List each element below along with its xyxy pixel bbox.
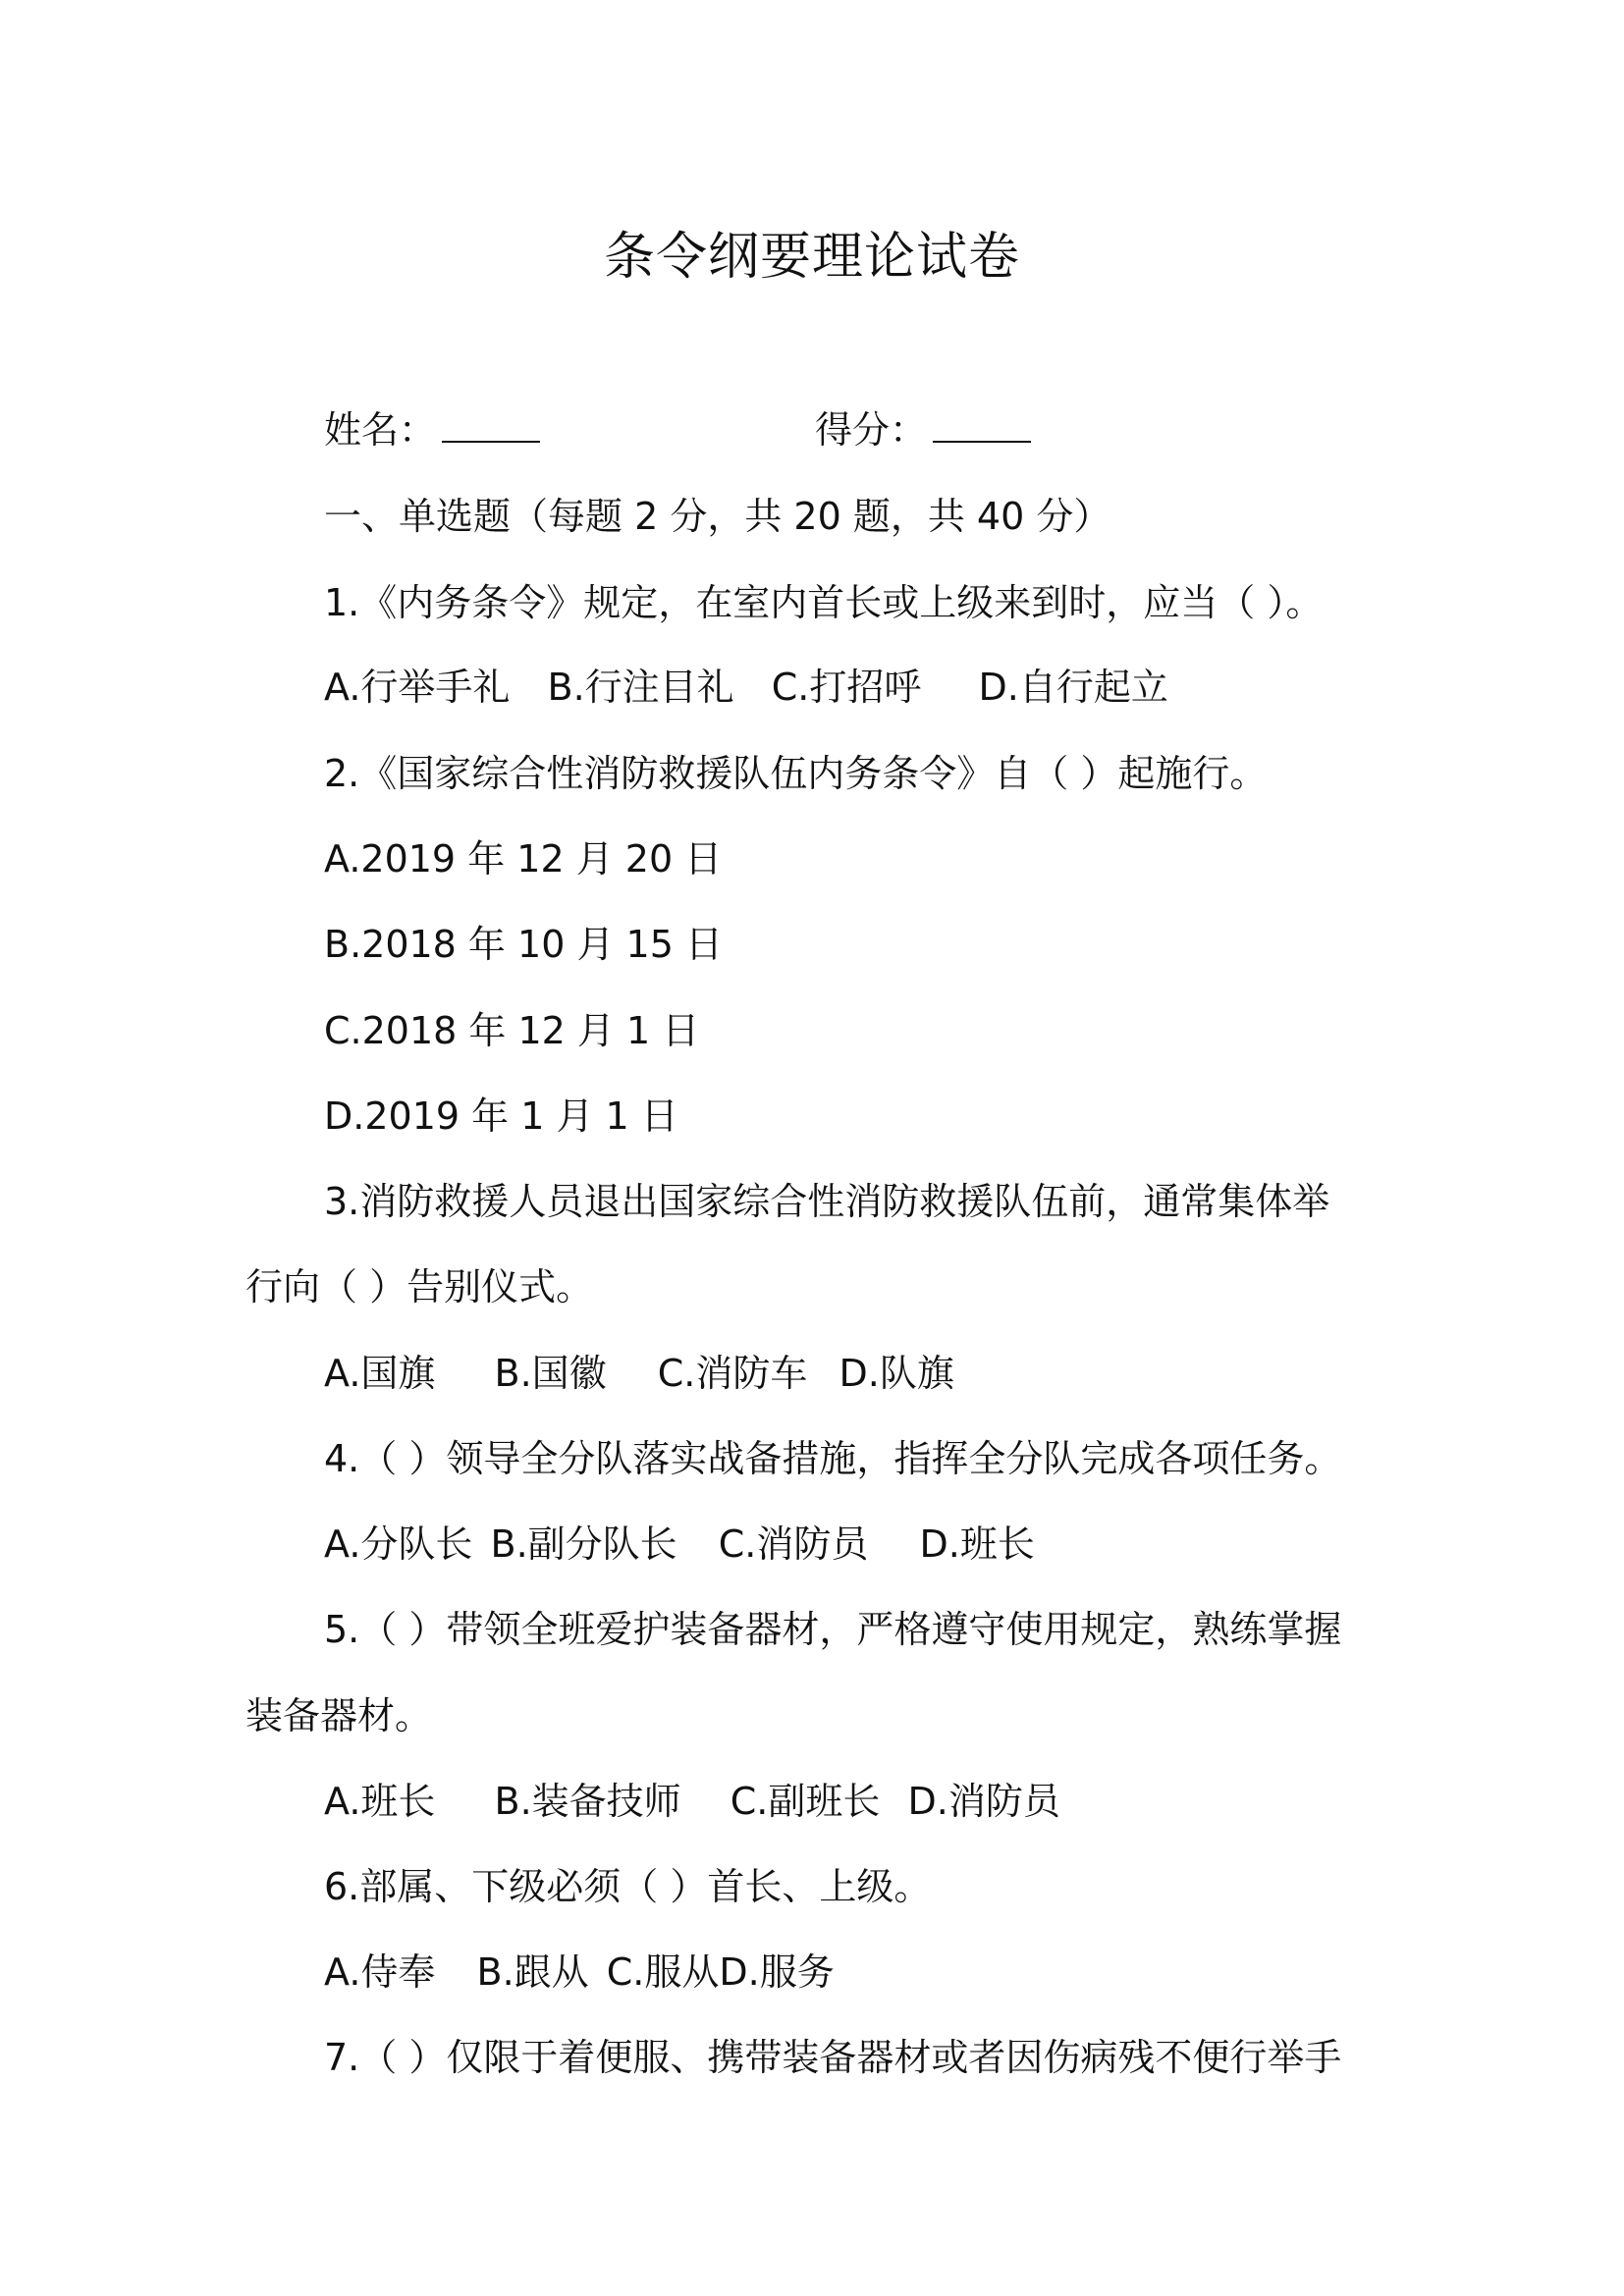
question-1-stem: 1.《内务条令》规定，在室内首长或上级来到时，应当（ ）。 — [324, 581, 1324, 624]
name-field — [324, 400, 540, 459]
question-3-stem-line2: 行向（ ）告别仪式。 — [245, 1265, 594, 1308]
option-b[interactable]: B.装备技师 — [494, 1780, 681, 1823]
question-2-option-c[interactable]: C.2018 年 12 月 1 日 — [324, 1009, 700, 1052]
question-3-stem-line1: 3.消防救援人员退出国家综合性消防救援队伍前，通常集体举 — [324, 1180, 1330, 1223]
option-b[interactable]: B.国徽 — [494, 1352, 607, 1395]
option-a[interactable]: A.侍奉 — [324, 1950, 436, 1994]
question-2-option-d[interactable]: D.2019 年 1 月 1 日 — [324, 1095, 678, 1138]
section-heading: 一、单选题（每题 2 分，共 20 题，共 40 分） — [324, 495, 1111, 538]
option-d[interactable]: D.消防员 — [907, 1780, 1060, 1823]
question-2-stem: 2.《国家综合性消防救援队伍内务条令》自（ ）起施行。 — [324, 752, 1268, 795]
question-4-options — [324, 1515, 1035, 1574]
score-blank[interactable] — [933, 411, 1031, 443]
question-5-stem-line1: 5.（ ）带领全班爱护装备器材，严格遵守使用规定，熟练掌握 — [324, 1608, 1342, 1651]
option-c[interactable]: C.服从 — [606, 1950, 720, 1994]
question-6-stem: 6.部属、下级必须（ ）首长、上级。 — [324, 1865, 932, 1908]
option-c[interactable]: C.副班长 — [730, 1780, 881, 1823]
question-3-options — [324, 1344, 954, 1403]
question-5-options — [324, 1772, 1060, 1831]
option-d[interactable]: D.自行起立 — [978, 666, 1168, 709]
score-label: 得分： — [815, 408, 928, 452]
question-7-stem: 7.（ ）仅限于着便服、携带装备器材或者因伤病残不便行举手 — [324, 2036, 1342, 2079]
question-4-stem: 4.（ ）领导全分队落实战备措施，指挥全分队完成各项任务。 — [324, 1437, 1342, 1480]
option-a[interactable]: A.行举手礼 — [324, 666, 511, 709]
option-d[interactable]: D.服务 — [719, 1950, 835, 1994]
option-a[interactable]: A.分队长 — [324, 1522, 473, 1566]
name-label: 姓名： — [324, 408, 437, 452]
option-b[interactable]: B.行注目礼 — [547, 666, 734, 709]
question-5-stem-line2: 装备器材。 — [245, 1694, 433, 1737]
question-2-option-a[interactable]: A.2019 年 12 月 20 日 — [324, 837, 723, 881]
option-d[interactable]: D.班长 — [919, 1522, 1035, 1566]
option-a[interactable]: A.班长 — [324, 1780, 436, 1823]
name-blank[interactable] — [442, 411, 540, 443]
option-c[interactable]: C.打招呼 — [771, 666, 922, 709]
option-c[interactable]: C.消防员 — [718, 1522, 869, 1566]
question-2-option-b[interactable]: B.2018 年 10 月 15 日 — [324, 923, 723, 966]
exam-title: 条令纲要理论试卷 — [603, 228, 1020, 287]
score-field — [815, 400, 1031, 459]
question-1-options — [324, 658, 1168, 717]
option-c[interactable]: C.消防车 — [657, 1352, 808, 1395]
option-b[interactable]: B.跟从 — [476, 1950, 589, 1994]
option-d[interactable]: D.队旗 — [839, 1352, 954, 1395]
question-6-options — [324, 1943, 835, 2002]
option-a[interactable]: A.国旗 — [324, 1352, 436, 1395]
option-b[interactable]: B.副分队长 — [490, 1522, 677, 1566]
